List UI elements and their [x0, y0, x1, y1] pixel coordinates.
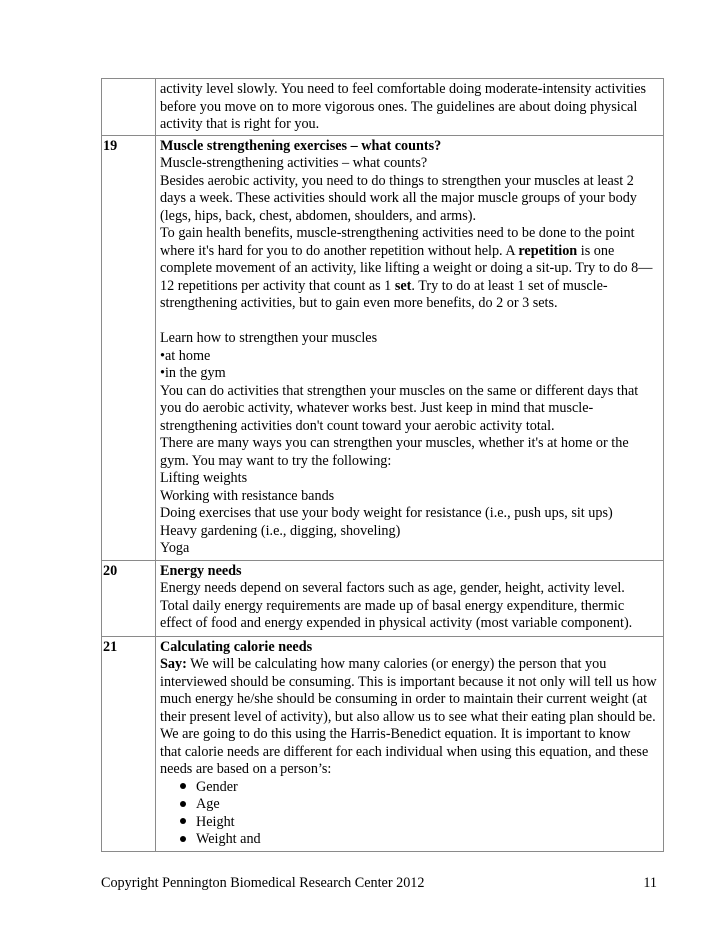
table-row — [102, 79, 664, 136]
table-row — [102, 135, 664, 560]
text-line: Lifting weights — [160, 470, 248, 486]
say-label: Say: — [160, 656, 187, 672]
text-line: before you move on to more vigorous ones. The guidelines are about doing physical — [160, 98, 638, 115]
text-segment: is one — [577, 242, 615, 259]
text-line: •at home — [160, 347, 211, 364]
text-line: Yoga — [160, 540, 190, 556]
text-line: much energy he/she should be consuming in order to maintain their current weight (at — [160, 691, 648, 707]
text-line: activity level slowly. You need to feel comfortable doing moderate-intensity activities — [160, 81, 647, 97]
copyright-text: Copyright Pennington Biomedical Research Center 2012 — [101, 875, 425, 891]
text-line: We are going to do this using the Harris-Benedict equation. It is important to know — [160, 726, 631, 742]
text-line: complete movement of an activity, like lifting a weight or doing a sit-up. Try to do 8— — [160, 260, 653, 276]
list-item — [180, 814, 660, 832]
text-line: Muscle-strengthening activities – what counts? — [160, 155, 428, 171]
text-line — [160, 656, 660, 674]
bullet-icon — [180, 818, 186, 824]
bullet-list — [160, 779, 660, 849]
row-content — [156, 560, 664, 636]
list-item — [180, 796, 660, 814]
text-line: •in the gym — [160, 365, 226, 381]
text-line: activity that is right for you. — [160, 116, 320, 132]
text-line: gym. You may want to try the following: — [160, 452, 392, 469]
row-number: 19 — [102, 135, 156, 560]
row-content — [156, 135, 664, 560]
row-content — [156, 79, 664, 136]
row-number: 21 — [102, 636, 156, 851]
text-line: Doing exercises that use your body weight for resistance (i.e., push ups, sit ups) — [160, 505, 613, 521]
list-item-label: Age — [196, 796, 220, 812]
text-segment: 12 repetitions per activity that count as 1 — [160, 277, 395, 294]
text-line: you do aerobic activity, whatever works best. Just keep in mind that muscle- — [160, 400, 594, 416]
text-line: effect of food and energy expended in physical activity (most variable component). — [160, 615, 633, 631]
text-line: To gain health benefits, muscle-strengthening activities need to be done to the point — [160, 225, 635, 241]
table-row — [102, 636, 664, 851]
list-item — [180, 831, 660, 849]
text-line: that calorie needs are different for each individual when using this equation, and these — [160, 743, 649, 760]
row-number — [102, 79, 156, 136]
text-line: days a week. These activities should work all the major muscle groups of your body — [160, 190, 637, 206]
text-line: strengthening activities don't count toward your aerobic activity total. — [160, 417, 555, 434]
text-line: Working with resistance bands — [160, 487, 335, 504]
row-title: Energy needs — [160, 562, 242, 579]
content-table — [101, 78, 664, 852]
text-line: Learn how to strengthen your muscles — [160, 330, 378, 346]
text-line: You can do activities that strengthen your muscles on the same or different days that — [160, 382, 639, 399]
list-item-label: Height — [196, 813, 235, 830]
row-content — [156, 636, 664, 851]
text-line: strengthening activities, but to gain even more benefits, do 2 or 3 sets. — [160, 295, 558, 311]
text-line: There are many ways you can strengthen your muscles, whether it's at home or the — [160, 435, 629, 451]
list-item-label: Weight and — [196, 831, 261, 847]
set-term: set — [394, 277, 412, 294]
page-number: 11 — [643, 875, 657, 891]
page-footer — [101, 875, 665, 892]
text-line: Heavy gardening (i.e., digging, shoveling) — [160, 522, 401, 539]
text-line — [160, 243, 660, 261]
text-line: Energy needs depend on several factors such as age, gender, height, activity level. — [160, 580, 625, 596]
text-line — [160, 278, 660, 296]
row-title: Muscle strengthening exercises – what counts? — [160, 137, 442, 154]
bullet-icon — [180, 783, 186, 789]
list-item — [180, 779, 660, 797]
row-number: 20 — [102, 560, 156, 636]
bullet-icon — [180, 801, 186, 807]
table-row — [102, 560, 664, 636]
text-segment: We will be calculating how many calories (or energy) the person that you — [186, 656, 607, 672]
text-segment: . Try to do at least 1 set of muscle- — [411, 277, 608, 294]
row-title: Calculating calorie needs — [160, 638, 313, 655]
text-line: needs are based on a person’s: — [160, 761, 332, 777]
text-segment: where it's hard for you to do another repetition without help. A — [160, 242, 519, 259]
text-line: Total daily energy requirements are made up of basal energy expenditure, thermic — [160, 597, 625, 614]
blank-line — [160, 313, 660, 331]
text-line: their present level of activity), but also allow us to see what their eating plan should be. — [160, 708, 656, 725]
bullet-icon — [180, 836, 186, 842]
text-line: (legs, hips, back, chest, abdomen, shoulders, and arms). — [160, 207, 476, 224]
text-line: interviewed should be consuming. This is important because it not only will tell us how — [160, 673, 657, 690]
repetition-term: repetition — [518, 242, 578, 259]
text-line: Besides aerobic activity, you need to do things to strengthen your muscles at least 2 — [160, 172, 634, 189]
list-item-label: Gender — [196, 778, 238, 795]
